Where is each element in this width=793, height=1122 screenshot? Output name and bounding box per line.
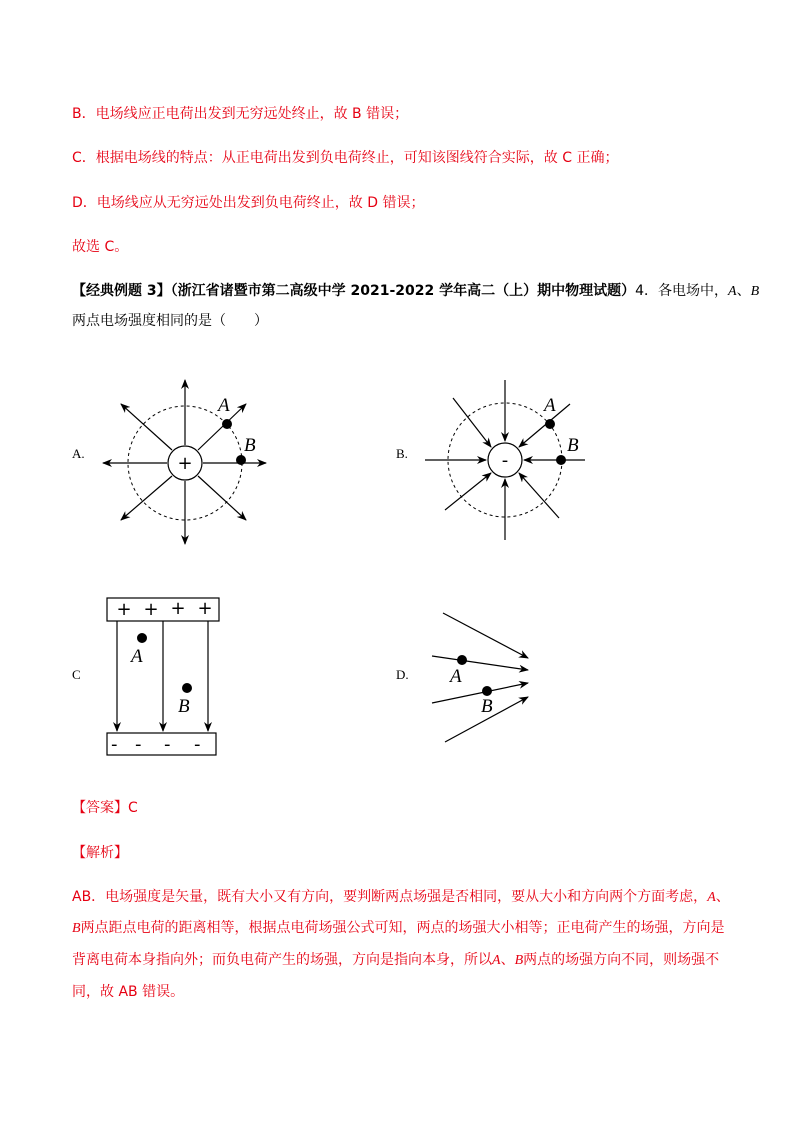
plus-sign: + bbox=[116, 599, 132, 620]
example-tag: 【经典例题 3】 bbox=[72, 283, 171, 299]
point-b-label: B bbox=[244, 435, 256, 456]
charge-sign-plus: + bbox=[177, 453, 193, 474]
question-number: 4．各电场中， bbox=[635, 283, 729, 299]
point-a-ref: A bbox=[707, 890, 716, 905]
point-b-label: B bbox=[178, 696, 190, 717]
point-a-label: A bbox=[450, 666, 462, 687]
point-a-dot bbox=[457, 655, 467, 665]
analysis-text: AB．电场强度是矢量，既有大小又有方向，要判断两点场强是否相同，要从大小和方向两个方面考虑， bbox=[72, 889, 708, 905]
answer-value: C bbox=[128, 800, 138, 816]
question-line-2: 两点电场强度相同的是（ ） bbox=[72, 313, 268, 329]
point-a-label: A bbox=[544, 395, 556, 416]
minus-sign: - bbox=[164, 734, 171, 755]
solution-choice: 故选 C。 bbox=[72, 239, 129, 255]
point-b-label: B bbox=[481, 696, 493, 717]
minus-sign: - bbox=[111, 734, 118, 755]
point-b-label: B bbox=[567, 435, 579, 456]
option-c-label: C bbox=[72, 667, 81, 682]
solution-option-c: C．根据电场线的特点：从正电荷出发到负电荷终止，可知该图线符合实际，故 C 正确； bbox=[72, 150, 619, 166]
analysis-line-4: 同，故 AB 错误。 bbox=[72, 984, 185, 1000]
analysis-line-2 bbox=[72, 918, 725, 939]
analysis-line-3 bbox=[72, 950, 719, 971]
plus-sign: + bbox=[170, 598, 186, 619]
plus-sign: + bbox=[197, 598, 213, 619]
analysis-text: 两点的场强方向不同，则场强不 bbox=[523, 952, 720, 968]
answer-label: 【答案】 bbox=[72, 800, 128, 816]
charge-sign-minus: - bbox=[501, 450, 509, 471]
answer-line bbox=[72, 798, 138, 818]
point-a-label: A bbox=[218, 395, 230, 416]
analysis-text: 背离电荷本身指向外；而负电荷产生的场强，方向是指向本身，所以 bbox=[72, 952, 492, 968]
analysis-line-1 bbox=[72, 887, 730, 908]
plus-sign: + bbox=[143, 599, 159, 620]
minus-sign: - bbox=[194, 734, 201, 755]
solution-option-b: B．电场线应正电荷出发到无穷远处终止，故 B 错误； bbox=[72, 106, 409, 122]
example-source: （浙江省诸暨市第二高级中学 2021-2022 学年高二（上）期中物理试题） bbox=[170, 283, 636, 299]
point-b-ref: B bbox=[514, 953, 524, 968]
option-d-label: D. bbox=[396, 667, 409, 682]
analysis-label: 【解析】 bbox=[72, 845, 128, 861]
option-a-label: A. bbox=[72, 446, 85, 461]
point-b-ref: B bbox=[72, 921, 81, 936]
point-a-label: A bbox=[131, 646, 143, 667]
minus-sign: - bbox=[135, 734, 142, 755]
solution-option-d: D．电场线应从无穷远处出发到负电荷终止，故 D 错误； bbox=[72, 195, 425, 211]
option-b-label: B. bbox=[396, 446, 408, 461]
separator: 、 bbox=[736, 283, 751, 299]
separator: 、 bbox=[500, 952, 515, 968]
point-b-dot bbox=[482, 686, 492, 696]
point-b-ref: B bbox=[750, 284, 760, 299]
analysis-text: 两点距点电荷的距离相等，根据点电荷场强公式可知，两点的场强大小相等；正电荷产生的场强，方向是 bbox=[80, 920, 725, 936]
field-lines bbox=[432, 613, 528, 742]
separator: 、 bbox=[715, 889, 730, 905]
point-a-ref: A bbox=[728, 284, 737, 299]
point-a-ref: A bbox=[492, 953, 501, 968]
